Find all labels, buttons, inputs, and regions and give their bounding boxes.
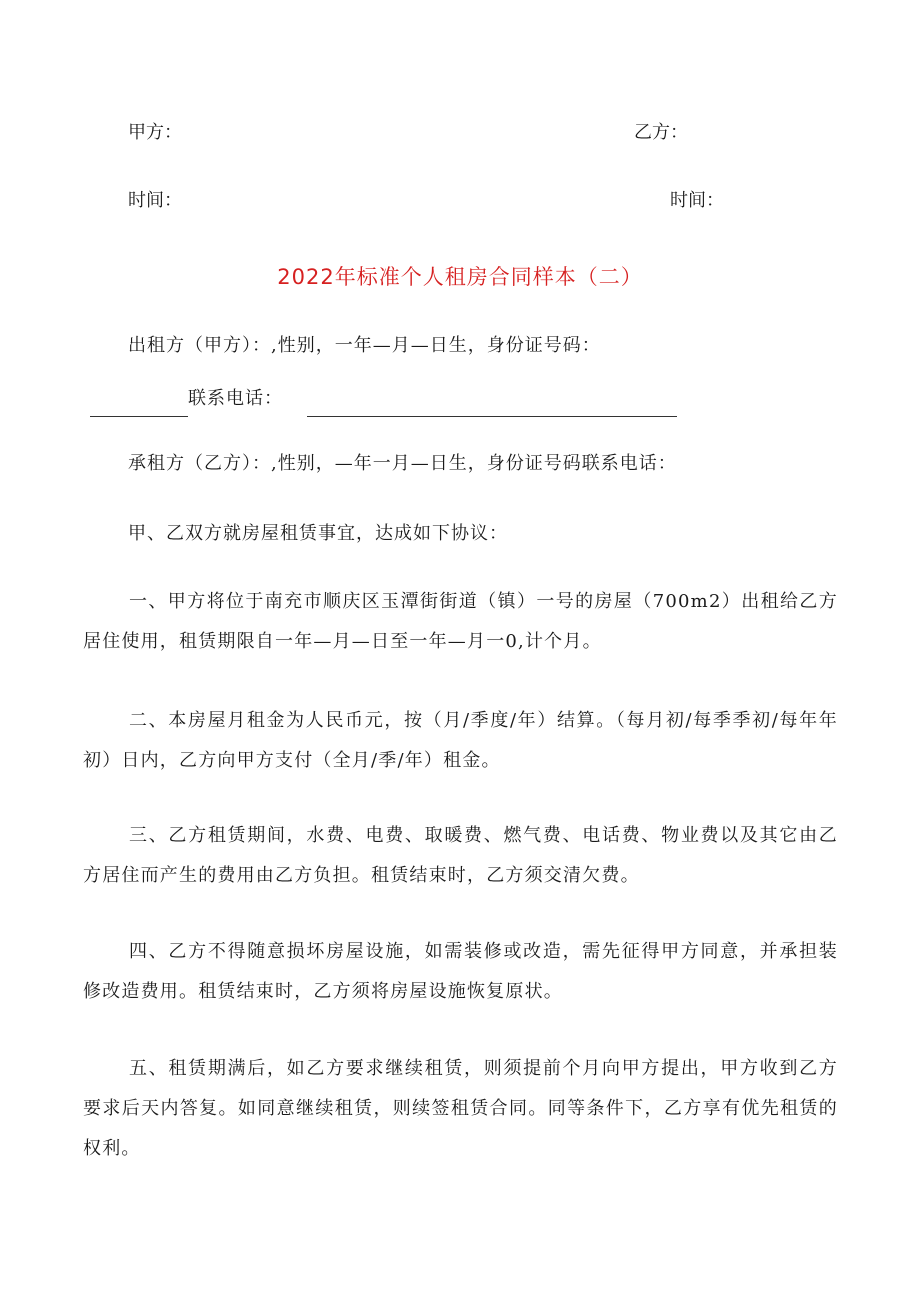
phone-number-blank bbox=[307, 396, 677, 417]
clause-1: 一、甲方将位于南充市顺庆区玉潭街街道（镇）一号的房屋（700m2）出租给乙方居住使用，租赁期限自一年—月—日至一年—月一0,计个月。 bbox=[83, 591, 838, 652]
lessor-info-line: 出租方（甲方）：,性别，一年—月—日生，身份证号码： bbox=[128, 335, 601, 356]
clause-2: 二、本房屋月租金为人民币元，按（月/季度/年）结算。（每月初/每季季初/每年年初）日内，乙方向甲方支付（全月/季/年）租金。 bbox=[83, 710, 838, 771]
party-a-time-label: 时间： bbox=[128, 190, 182, 211]
document-title: 2022年标准个人租房合同样本（二） bbox=[277, 265, 643, 289]
clause-5: 五、租赁期满后，如乙方要求继续租赁，则须提前个月向甲方提出，甲方收到乙方要求后天内答复。如同意继续租赁，则续签租赁合同。同等条件下，乙方享有优先租赁的权利。 bbox=[83, 1058, 838, 1159]
lessor-phone-label: 联系电话： bbox=[188, 388, 283, 409]
party-b-signature-label: 乙方： bbox=[634, 122, 688, 143]
clause-4: 四、乙方不得随意损坏房屋设施，如需装修或改造，需先征得甲方同意，并承担装修改造费用。租赁结束时，乙方须将房屋设施恢复原状。 bbox=[83, 941, 838, 1002]
lessor-contact-row bbox=[90, 381, 677, 417]
lessee-info-line: 承租方（乙方）：,性别，—年一月—日生，身份证号码联系电话： bbox=[128, 453, 677, 474]
clause-3: 三、乙方租赁期间，水费、电费、取暖费、燃气费、电话费、物业费以及其它由乙方居住而产生的费用由乙方负担。租赁结束时，乙方须交清欠费。 bbox=[83, 825, 838, 886]
party-a-signature-label: 甲方： bbox=[128, 122, 182, 143]
agreement-intro: 甲、乙双方就房屋租赁事宜，达成如下协议： bbox=[128, 523, 508, 544]
party-b-time-label: 时间： bbox=[670, 190, 724, 211]
id-number-blank bbox=[90, 396, 188, 417]
